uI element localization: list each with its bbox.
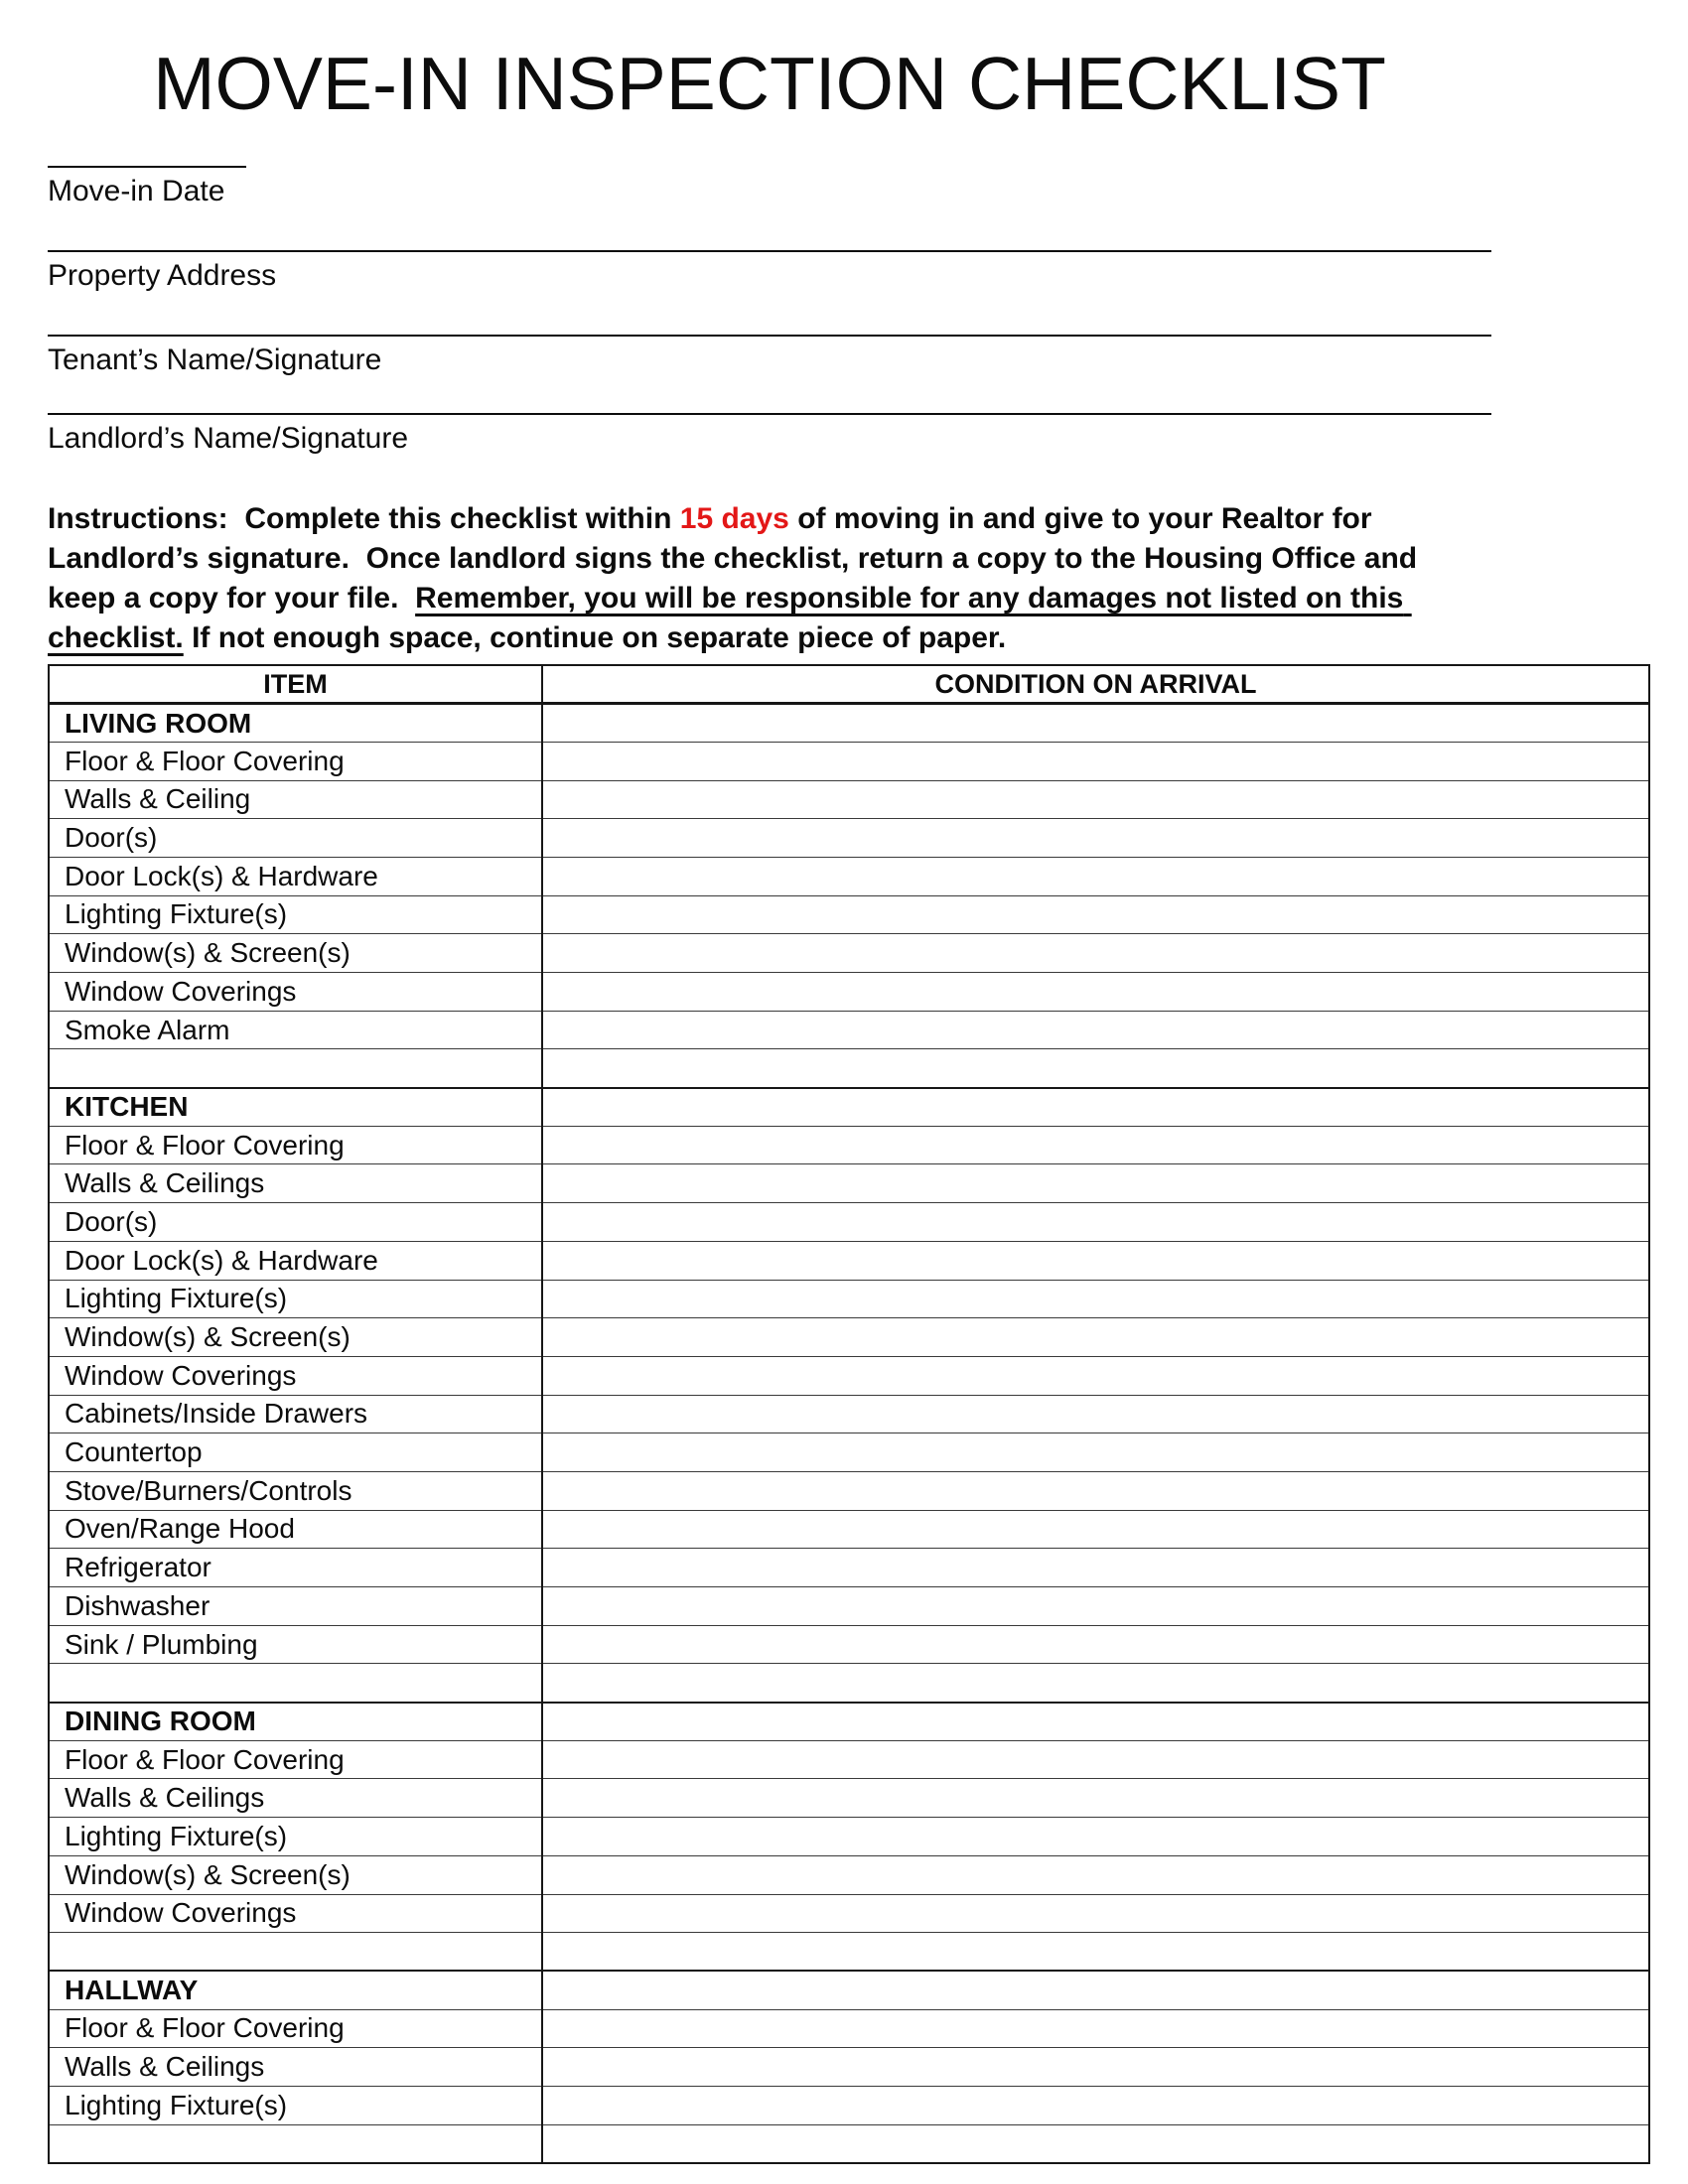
spacer-item-cell: [49, 1664, 542, 1703]
condition-cell: [542, 1779, 1649, 1818]
item-row: [49, 1471, 1649, 1510]
item-row: [49, 1395, 1649, 1433]
item-row: [49, 1779, 1649, 1818]
condition-cell: [542, 742, 1649, 780]
section-name-cell: HALLWAY: [49, 1971, 542, 2009]
column-header-condition: CONDITION ON ARRIVAL: [542, 665, 1649, 704]
page-title: MOVE-IN INSPECTION CHECKLIST: [153, 42, 1386, 125]
item-name-cell: Window Coverings: [49, 1356, 542, 1395]
item-name-cell: Stove/Burners/Controls: [49, 1471, 542, 1510]
condition-cell: [542, 1395, 1649, 1433]
condition-cell: [542, 2086, 1649, 2124]
item-row: [49, 1011, 1649, 1049]
item-name-cell: Walls & Ceiling: [49, 780, 542, 819]
condition-cell: [542, 1549, 1649, 1587]
condition-cell: [542, 2009, 1649, 2048]
table-header-row: [49, 665, 1649, 704]
table-body: [49, 704, 1649, 2163]
condition-cell: [542, 1433, 1649, 1472]
property-address-line: [48, 250, 1491, 252]
item-row: [49, 780, 1649, 819]
item-row: [49, 1433, 1649, 1472]
item-row: [49, 1855, 1649, 1894]
spacer-item-cell: [49, 1049, 542, 1088]
item-row: [49, 2009, 1649, 2048]
condition-cell: [542, 1933, 1649, 1972]
item-row: [49, 934, 1649, 973]
condition-cell: [542, 819, 1649, 858]
property-address-label: Property Address: [48, 259, 277, 292]
field-landlord-signature: [48, 413, 1688, 456]
item-row: [49, 1241, 1649, 1280]
item-name-cell: Lighting Fixture(s): [49, 1280, 542, 1318]
condition-cell: [542, 704, 1649, 743]
item-name-cell: Walls & Ceilings: [49, 1779, 542, 1818]
condition-cell: [542, 1011, 1649, 1049]
spacer-row: [49, 1933, 1649, 1972]
item-row: [49, 973, 1649, 1012]
spacer-row: [49, 2124, 1649, 2163]
item-row: [49, 1126, 1649, 1164]
condition-cell: [542, 1471, 1649, 1510]
item-name-cell: Smoke Alarm: [49, 1011, 542, 1049]
item-name-cell: Door(s): [49, 819, 542, 858]
condition-cell: [542, 2124, 1649, 2163]
condition-cell: [542, 1280, 1649, 1318]
signature-fields: [48, 166, 1688, 456]
item-name-cell: Walls & Ceilings: [49, 2048, 542, 2087]
landlord-signature-line: [48, 413, 1491, 415]
instruction-segment-bold-underline: Remember, you will be responsible for any damages not listed on this checklist.: [48, 582, 1412, 654]
item-name-cell: Dishwasher: [49, 1587, 542, 1626]
condition-cell: [542, 2048, 1649, 2087]
condition-cell: [542, 1049, 1649, 1088]
condition-cell: [542, 857, 1649, 895]
item-name-cell: Walls & Ceilings: [49, 1164, 542, 1203]
instruction-segment-bold: Instructions: Complete this checklist within: [48, 502, 680, 535]
item-row: [49, 1625, 1649, 1664]
move-in-date-line: [48, 166, 246, 168]
move-in-date-label: Move-in Date: [48, 175, 225, 207]
item-row: [49, 2048, 1649, 2087]
section-name-cell: LIVING ROOM: [49, 704, 542, 743]
section-name-cell: KITCHEN: [49, 1088, 542, 1127]
condition-cell: [542, 1971, 1649, 2009]
section-row: [49, 1703, 1649, 1741]
condition-cell: [542, 1510, 1649, 1549]
item-row: [49, 742, 1649, 780]
section-row: [49, 1088, 1649, 1127]
item-name-cell: Window(s) & Screen(s): [49, 1318, 542, 1357]
item-name-cell: Door Lock(s) & Hardware: [49, 1241, 542, 1280]
condition-cell: [542, 973, 1649, 1012]
instructions-paragraph: [48, 499, 1489, 658]
field-move-in-date: [48, 166, 1688, 208]
item-name-cell: Door(s): [49, 1203, 542, 1242]
section-row: [49, 704, 1649, 743]
item-row: [49, 1894, 1649, 1933]
item-row: [49, 819, 1649, 858]
item-name-cell: Countertop: [49, 1433, 542, 1472]
item-row: [49, 1203, 1649, 1242]
condition-cell: [542, 1664, 1649, 1703]
section-name-cell: DINING ROOM: [49, 1703, 542, 1741]
condition-cell: [542, 1625, 1649, 1664]
spacer-row: [49, 1049, 1649, 1088]
item-name-cell: Floor & Floor Covering: [49, 742, 542, 780]
condition-cell: [542, 1241, 1649, 1280]
condition-cell: [542, 780, 1649, 819]
item-name-cell: Window Coverings: [49, 973, 542, 1012]
condition-cell: [542, 1203, 1649, 1242]
item-name-cell: Floor & Floor Covering: [49, 1126, 542, 1164]
field-tenant-signature: [48, 335, 1688, 377]
item-name-cell: Window(s) & Screen(s): [49, 934, 542, 973]
item-row: [49, 857, 1649, 895]
condition-cell: [542, 934, 1649, 973]
item-row: [49, 1510, 1649, 1549]
instruction-segment-bold: If not enough space, continue on separate piece of paper.: [183, 621, 1007, 654]
item-name-cell: Floor & Floor Covering: [49, 2009, 542, 2048]
item-name-cell: Floor & Floor Covering: [49, 1740, 542, 1779]
tenant-signature-line: [48, 335, 1491, 337]
item-name-cell: Lighting Fixture(s): [49, 1818, 542, 1856]
item-name-cell: Sink / Plumbing: [49, 1625, 542, 1664]
tenant-signature-label: Tenant’s Name/Signature: [48, 343, 382, 376]
condition-cell: [542, 1740, 1649, 1779]
item-row: [49, 2086, 1649, 2124]
spacer-item-cell: [49, 1933, 542, 1972]
item-name-cell: Cabinets/Inside Drawers: [49, 1395, 542, 1433]
condition-cell: [542, 1318, 1649, 1357]
item-name-cell: Door Lock(s) & Hardware: [49, 857, 542, 895]
spacer-item-cell: [49, 2124, 542, 2163]
item-row: [49, 1818, 1649, 1856]
column-header-item: ITEM: [49, 665, 542, 704]
item-name-cell: Oven/Range Hood: [49, 1510, 542, 1549]
item-row: [49, 1356, 1649, 1395]
condition-cell: [542, 1164, 1649, 1203]
landlord-signature-label: Landlord’s Name/Signature: [48, 422, 409, 455]
item-row: [49, 1280, 1649, 1318]
instruction-segment-bold-red: 15 days: [679, 502, 789, 535]
condition-cell: [542, 1818, 1649, 1856]
item-name-cell: Lighting Fixture(s): [49, 895, 542, 934]
item-name-cell: Refrigerator: [49, 1549, 542, 1587]
condition-cell: [542, 1894, 1649, 1933]
condition-cell: [542, 1126, 1649, 1164]
condition-cell: [542, 1703, 1649, 1741]
item-name-cell: Window Coverings: [49, 1894, 542, 1933]
condition-cell: [542, 1855, 1649, 1894]
item-row: [49, 1587, 1649, 1626]
item-row: [49, 1318, 1649, 1357]
item-row: [49, 1549, 1649, 1587]
item-row: [49, 1740, 1649, 1779]
condition-cell: [542, 895, 1649, 934]
spacer-row: [49, 1664, 1649, 1703]
item-name-cell: Lighting Fixture(s): [49, 2086, 542, 2124]
condition-cell: [542, 1587, 1649, 1626]
instruction-segment-bold: of moving in and give to your Realtor for Landlord’s signature. Once landlord signs the checklist, return a copy to the Housing Office and keep a copy for your file.: [48, 502, 1426, 614]
inspection-table: [48, 664, 1650, 2164]
condition-cell: [542, 1356, 1649, 1395]
field-property-address: [48, 250, 1688, 293]
item-row: [49, 1164, 1649, 1203]
item-name-cell: Window(s) & Screen(s): [49, 1855, 542, 1894]
section-row: [49, 1971, 1649, 2009]
condition-cell: [542, 1088, 1649, 1127]
item-row: [49, 895, 1649, 934]
